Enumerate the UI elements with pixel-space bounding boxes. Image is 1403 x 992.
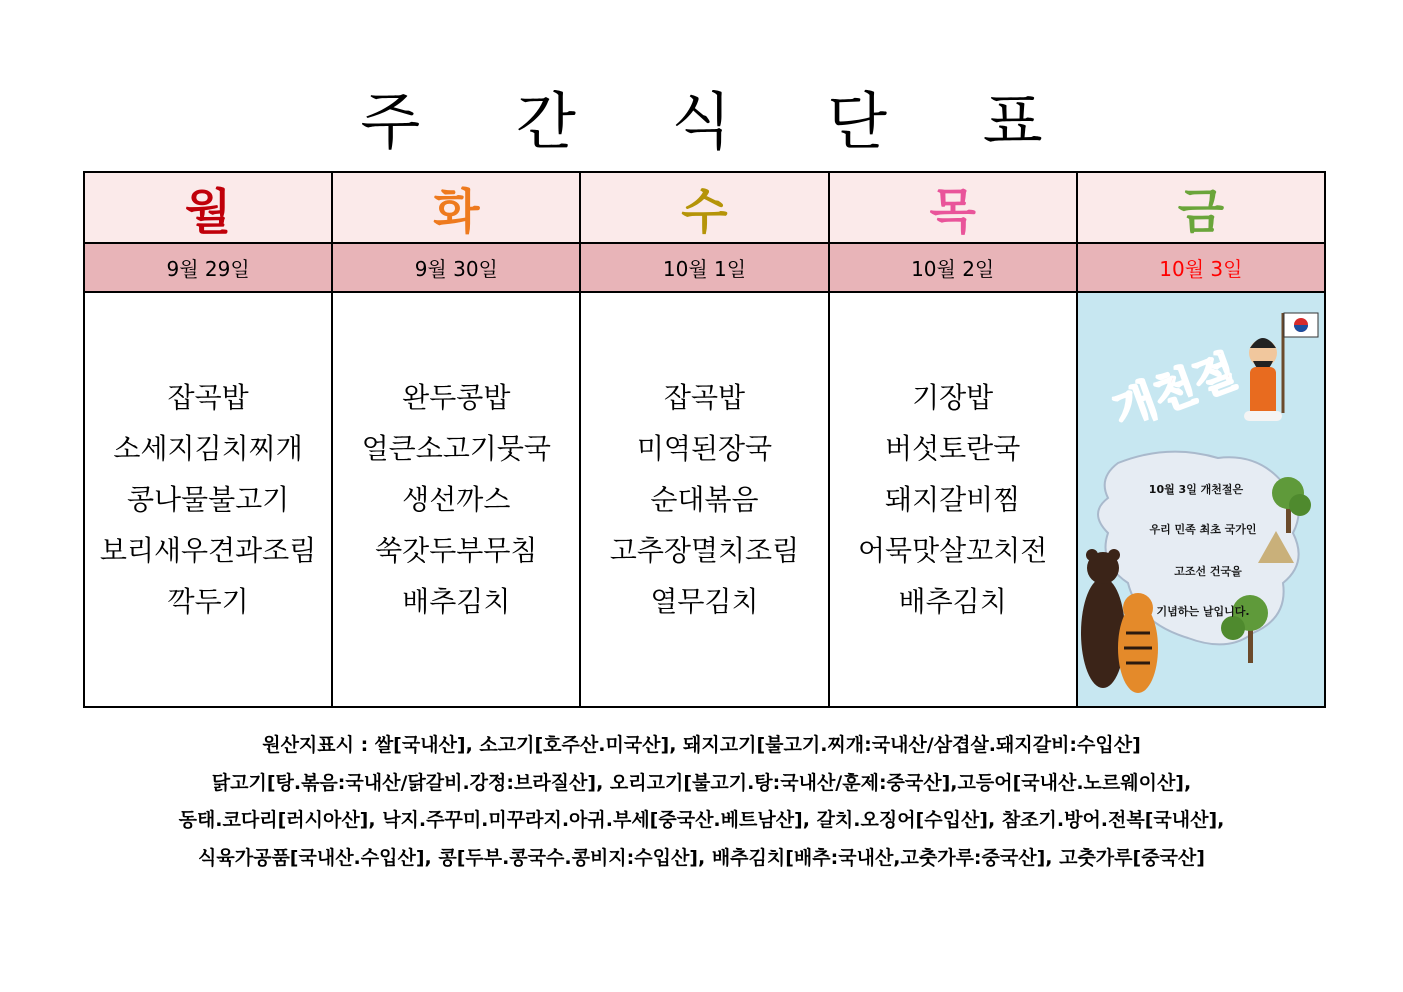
menu-tuesday: [332, 292, 580, 707]
origin-notes: [0, 727, 1403, 877]
tiger-icon: [1118, 593, 1158, 693]
page-title: 주 간 식 단 표: [360, 85, 1081, 158]
date-friday: 10월 3일: [1077, 243, 1325, 292]
dish: 완두콩밥: [402, 381, 511, 414]
date-wednesday: 10월 1일: [580, 243, 828, 292]
holiday-note-line: 기념하는 날입니다.: [1156, 605, 1250, 618]
dish: 배추김치: [898, 585, 1007, 618]
dish: 얼큰소고기뭇국: [361, 432, 551, 465]
dish: 배추김치: [402, 585, 511, 618]
holiday-illustration-cell: [1077, 292, 1325, 707]
date-monday: 9월 29일: [84, 243, 332, 292]
origin-note-line: 식육가공품[국내산.수입산], 콩[두부.콩국수.콩비지:수입산], 배추김치[배추:국내산,고춧가루:중국산], 고춧가루[중국산]: [198, 846, 1205, 869]
dish: 깍두기: [167, 585, 249, 618]
origin-note-line: 닭고기[탕.볶음:국내산/닭갈비.강정:브라질산], 오리고기[불고기.탕:국내산/훈제:중국산],고등어[국내산.노르웨이산],: [211, 771, 1192, 794]
day-tuesday: 화: [332, 172, 580, 243]
korean-flag-icon: [1284, 313, 1318, 337]
dish: 보리새우견과조림: [99, 534, 317, 567]
holiday-note-line: 우리 민족 최초 국가인: [1149, 523, 1257, 536]
dish: 열무김치: [650, 585, 759, 618]
dish: 버섯토란국: [885, 432, 1021, 465]
dish: 기장밥: [912, 381, 994, 414]
dish: 미역된장국: [636, 432, 773, 465]
menu-wednesday: [580, 292, 828, 707]
day-friday: 금: [1077, 172, 1325, 243]
origin-note-line: 원산지표시 : 쌀[국내산], 소고기[호주산.미국산], 돼지고기[불고기.찌개:국내산/삼겹살.돼지갈비:수입산]: [262, 734, 1141, 756]
day-monday: 월: [84, 172, 332, 243]
dish: 소세지김치찌개: [113, 432, 303, 465]
dish: 고추장멸치조림: [609, 534, 800, 567]
dish: 잡곡밥: [663, 381, 746, 414]
day-header-row: [84, 172, 1325, 243]
date-thursday: 10월 2일: [829, 243, 1077, 292]
dish: 콩나물불고기: [126, 483, 290, 516]
dish: 쑥갓두부무침: [375, 534, 538, 567]
menu-row: [84, 292, 1325, 707]
menu-monday: [84, 292, 332, 707]
holiday-note-line: 10월 3일 개천절은: [1148, 483, 1243, 496]
holiday-note-line: 고조선 건국을: [1173, 565, 1242, 578]
date-tuesday: 9월 30일: [332, 243, 580, 292]
day-wednesday: 수: [580, 172, 828, 243]
origin-note-line: 동태.코다리[러시아산], 낙지.주꾸미.미꾸라지.아귀.부세[중국산.베트남산], 갈치.오징어[수입산], 참조기.방어.전복[국내산],: [178, 809, 1225, 831]
holiday-title: 개천절: [1106, 345, 1244, 438]
bear-icon: [1081, 549, 1125, 688]
dish: 어묵맛살꼬치전: [857, 534, 1048, 567]
dish: 순대볶음: [650, 483, 759, 516]
day-thursday: 목: [829, 172, 1077, 243]
date-row: [84, 243, 1325, 292]
menu-thursday: [829, 292, 1077, 707]
dish: 생선까스: [402, 483, 511, 516]
gaecheonjeol-illustration: [1078, 293, 1325, 707]
dish: 잡곡밥: [167, 381, 249, 414]
weekly-menu-table: [83, 171, 1326, 708]
dish: 돼지갈비찜: [885, 483, 1021, 516]
